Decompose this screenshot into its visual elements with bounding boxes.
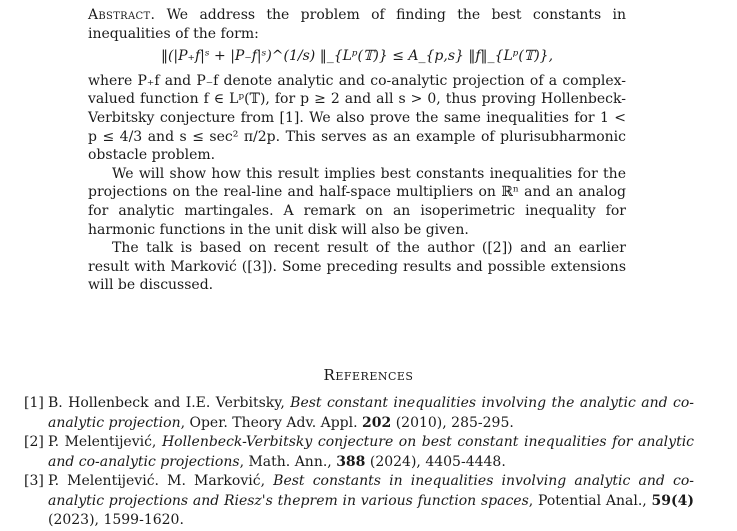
reference-journal: , Math. Ann., <box>239 453 332 470</box>
abstract-heading: Abstract. <box>88 7 156 23</box>
reference-body <box>48 394 694 433</box>
reference-body <box>48 433 694 472</box>
abstract <box>88 6 626 295</box>
reference-title: Hollenbeck-Verbitsky conjecture on best constant inequalities for analytic and co-analytic projections <box>48 434 695 470</box>
reference-number: [1] <box>24 395 44 411</box>
reference-body <box>48 472 694 531</box>
abstract-paragraph-2: We will show how this result implies best constants inequalities for the projections on the real-line and half-space multipliers on ℝⁿ and an analog for analytic martingales. A remark on an isoperimetric inequality for harmonic functions in the unit disk will also be given. <box>88 165 626 238</box>
reference-authors: P. Melentijević, <box>48 434 157 450</box>
reference-authors: B. Hollenbeck and I.E. Verbitsky, <box>48 395 285 411</box>
references-list <box>24 394 694 531</box>
reference-volume: 202 <box>362 414 392 431</box>
reference-item <box>24 472 694 531</box>
reference-rest: (2010), 285-295. <box>395 414 514 431</box>
abstract-paragraph-3: The talk is based on recent result of the author ([2]) and an earlier result with Marković ([3]). Some preceding results and possible extensions will be discussed. <box>88 240 626 294</box>
abstract-paragraph-1 <box>88 6 626 43</box>
reference-rest: (2023), 1599-1620. <box>48 512 184 528</box>
reference-item <box>24 394 694 433</box>
reference-authors: P. Melentijević. M. Marković, <box>48 473 266 489</box>
reference-volume: 388 <box>336 453 366 470</box>
main-inequality: ‖(|P₊f|ˢ + |P₋f|ˢ)^(1/s) ‖_{Lᵖ(𝕋)} ≤ A_{p,s} ‖f‖_{Lᵖ(𝕋)}, <box>160 48 554 65</box>
references-heading: References <box>323 366 414 384</box>
abstract-intro: We address the problem of finding the best constants in inequalities of the form: <box>88 7 626 42</box>
reference-title: Best constant inequalities involving the analytic and co-analytic projection <box>48 395 694 431</box>
reference-rest: (2024), 4405-4448. <box>369 453 506 470</box>
reference-title: Best constants in inequalities involving analytic and co-analytic projections and Riesz's theprem in various function spaces <box>48 473 694 509</box>
reference-volume: 59(4) <box>651 492 695 509</box>
reference-item <box>24 433 694 472</box>
reference-number: [3] <box>24 473 44 489</box>
reference-journal: , Potential Anal., <box>528 492 647 509</box>
abstract-paragraph-1-rest: where P₊f and P₋f denote analytic and co-analytic projection of a complex-valued function f ∈ Lᵖ(𝕋), for p ≥ 2 and all s > 0, thus proving Hollenbeck-Verbitsky conjecture from [1]. We also prove the same inequalities for 1 < p ≤ 4/3 and s ≤ sec² π/2p. This serves as an example of plurisubharmonic obstacle problem. <box>88 72 626 164</box>
reference-journal: , Oper. Theory Adv. Appl. <box>180 414 358 431</box>
reference-number: [2] <box>24 434 44 450</box>
